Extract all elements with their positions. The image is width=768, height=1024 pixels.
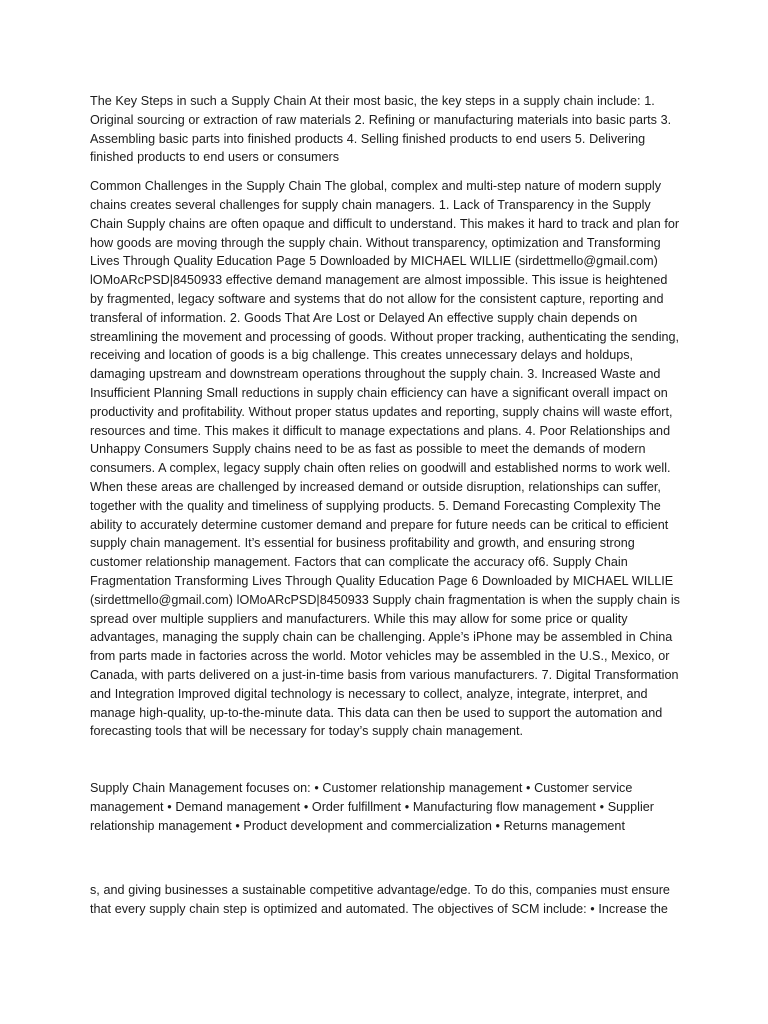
paragraph-scm-objectives: s, and giving businesses a sustainable competitive advantage/edge. To do this, companies must ensure that every supply chain step is optimized and automated. The objectives of SCM include: • Increase the [90,883,670,917]
paragraph-common-challenges: Common Challenges in the Supply Chain The global, complex and multi-step nature of modern supply chains creates several challenges for supply chain managers. 1. Lack of Transparency in the Supply Chain Supply chains are often opaque and difficult to understand. This makes it hard to track and plan for how goods are moving through the supply chain. Without transparency, optimization and Transforming Lives Through Quality Education Page 5 Downloaded by MICHAEL WILLIE (sirdettmello@gmail.com) lOMoARcPSD|8450933 effective demand management are almost impossible. This issue is heightened by fragmented, legacy software and systems that do not allow for the consistent capture, reporting and transferal of information. 2. Goods That Are Lost or Delayed An effective supply chain depends on streamlining the movement and processing of goods. Without proper tracking, authenticating the sending, receiving and location of goods is a big challenge. This creates unnecessary delays and holdups, damaging upstream and downstream operations throughout the supply chain. 3. Increased Waste and Insufficient Planning Small reductions in supply chain efficiency can have a significant overall impact on productivity and profitability. Without proper status updates and reporting, supply chains will waste effort, resources and time. This makes it difficult to manage expectations and plans. 4. Poor Relationships and Unhappy Consumers Supply chains need to be as fast as possible to meet the demands of modern consumers. A complex, legacy supply chain often relies on goodwill and established norms to work well. When these areas are challenged by increased demand or outside disruption, relationships can suffer, together with the quality and timeliness of supplying products. 5. Demand Forecasting Complexity The ability to accurately determine customer demand and prepare for future needs can be critical to efficient supply chain management. It’s essential for business profitability and growth, and ensuring strong customer relationship management. Factors that can complicate the accuracy of6. Supply Chain Fragmentation Transforming Lives Through Quality Education Page 6 Downloaded by MICHAEL WILLIE (sirdettmello@gmail.com) lOMoARcPSD|8450933 Supply chain fragmentation is when the supply chain is spread over multiple suppliers and manufacturers. While this may allow for some price or quality advantages, managing the supply chain can be challenging. Apple’s iPhone may be assembled in China from parts made in factories across the world. Motor vehicles may be assembled in the U.S., Mexico, or Canada, with parts delivered on a just-in-time basis from various manufacturers. 7. Digital Transformation and Integration Improved digital technology is necessary to collect, analyze, integrate, interpret, and manage high-quality, up-to-the-minute data. This data can then be used to support the automation and forecasting tools that will be necessary for today’s supply chain management. [90,179,680,739]
paragraph-scm-focuses: Supply Chain Management focuses on: • Customer relationship management • Customer service management • Demand management • Order fulfillment • Manufacturing flow management • Supplier relationship management • Product development and commercialization • Returns management [90,781,654,833]
paragraph-key-steps: The Key Steps in such a Supply Chain At their most basic, the key steps in a supply chain include: 1. Original sourcing or extraction of raw materials 2. Refining or manufacturing materials into basic parts 3. Assembling basic parts into finished products 4. Selling finished products to end users 5. Delivering finished products to end users or consumers [90,94,672,165]
spacer [90,845,682,881]
document-page [90,92,682,929]
spacer [90,751,682,779]
